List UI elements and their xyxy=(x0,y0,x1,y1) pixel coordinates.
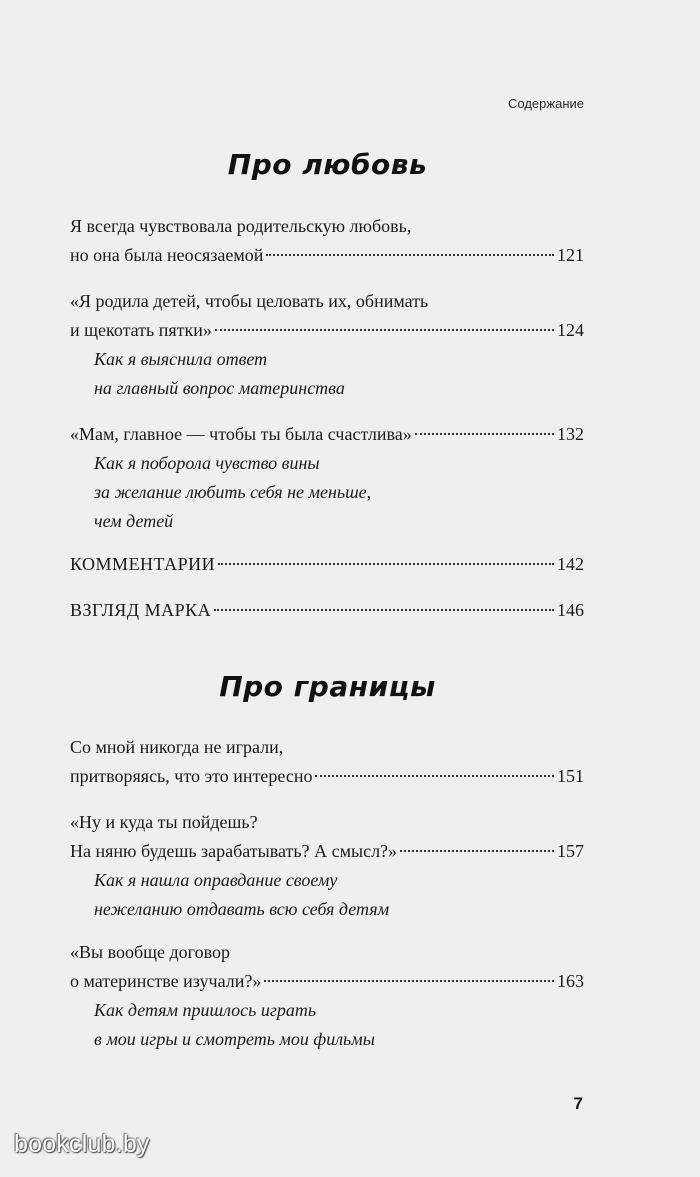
section-title-boundaries: Про границы xyxy=(219,670,436,703)
entry-leader-line xyxy=(70,241,584,270)
entry-subtitle-line: Как детям пришлось играть xyxy=(94,1000,317,1020)
toc-entry-mark-view[interactable] xyxy=(70,596,584,625)
entry-subtitle-line: чем детей xyxy=(94,511,174,531)
dot-leader xyxy=(400,850,554,852)
entry-title-line: Я всегда чувствовала родительскую любовь, xyxy=(70,216,412,236)
toc-entry[interactable] xyxy=(70,287,584,403)
entry-leader-line xyxy=(70,837,584,866)
page-number: 121 xyxy=(557,245,584,265)
dot-leader xyxy=(266,254,554,256)
entry-subtitle-line: Как я поборола чувство вины xyxy=(94,453,320,473)
entry-leader-line xyxy=(70,316,584,345)
entry-leader-line xyxy=(70,420,584,449)
entry-title-line: На няню будешь зарабатывать? А смысл?» xyxy=(70,841,398,861)
entry-leader-line xyxy=(70,596,584,625)
page-number: 146 xyxy=(557,600,584,620)
entry-title-line: КОММЕНТАРИИ xyxy=(70,554,216,574)
entry-subtitle-line: Как я нашла оправдание своему xyxy=(94,870,338,890)
page-number: 157 xyxy=(557,841,584,861)
page-number: 142 xyxy=(557,554,584,574)
dot-leader xyxy=(415,433,554,435)
entry-subtitle-line: за желание любить себя не меньше, xyxy=(94,482,372,502)
entry-subtitle-line: нежеланию отдавать всю себя детям xyxy=(94,899,390,919)
entry-title-line: «Мам, главное — чтобы ты была счастлива» xyxy=(70,424,412,444)
watermark: bookclub.by xyxy=(14,1130,150,1158)
entry-title-line: Со мной никогда не играли, xyxy=(70,737,284,757)
running-head: Содержание xyxy=(508,96,584,111)
toc-entry[interactable] xyxy=(70,808,584,924)
entry-subtitle-line: Как я выяснила ответ xyxy=(94,349,268,369)
page-number: 132 xyxy=(557,424,584,444)
entry-leader-line xyxy=(70,550,584,579)
dot-leader xyxy=(214,609,554,611)
page-folio: 7 xyxy=(573,1094,583,1113)
toc-entry[interactable] xyxy=(70,733,584,791)
entry-title-line: и щекотать пятки» xyxy=(70,320,212,340)
entry-title-line: но она была неосязаемой xyxy=(70,245,264,265)
entry-title-line: «Ну и куда ты пойдешь? xyxy=(70,812,258,832)
page-number: 151 xyxy=(557,766,584,786)
entry-leader-line xyxy=(70,762,584,791)
toc-entry[interactable] xyxy=(70,420,584,536)
page-number: 124 xyxy=(557,320,584,340)
entry-subtitle-line: на главный вопрос материнства xyxy=(94,378,345,398)
entry-leader-line xyxy=(70,967,584,996)
page-number: 163 xyxy=(557,971,584,991)
section-title-love: Про любовь xyxy=(227,148,428,181)
dot-leader xyxy=(215,329,554,331)
dot-leader xyxy=(264,980,554,982)
entry-subtitle-line: в мои игры и смотреть мои фильмы xyxy=(94,1029,375,1049)
entry-title-line: «Я родила детей, чтобы целовать их, обнимать xyxy=(70,291,429,311)
dot-leader xyxy=(218,563,554,565)
entry-title-line: «Вы вообще договор xyxy=(70,942,230,962)
entry-title-line: притворяясь, что это интересно xyxy=(70,766,313,786)
toc-entry[interactable] xyxy=(70,938,584,1054)
entry-title-line: о материнстве изучали?» xyxy=(70,971,262,991)
dot-leader xyxy=(315,775,554,777)
entry-title-line: ВЗГЛЯД МАРКА xyxy=(70,600,212,620)
toc-entry[interactable] xyxy=(70,212,584,270)
toc-entry-comments[interactable] xyxy=(70,550,584,579)
